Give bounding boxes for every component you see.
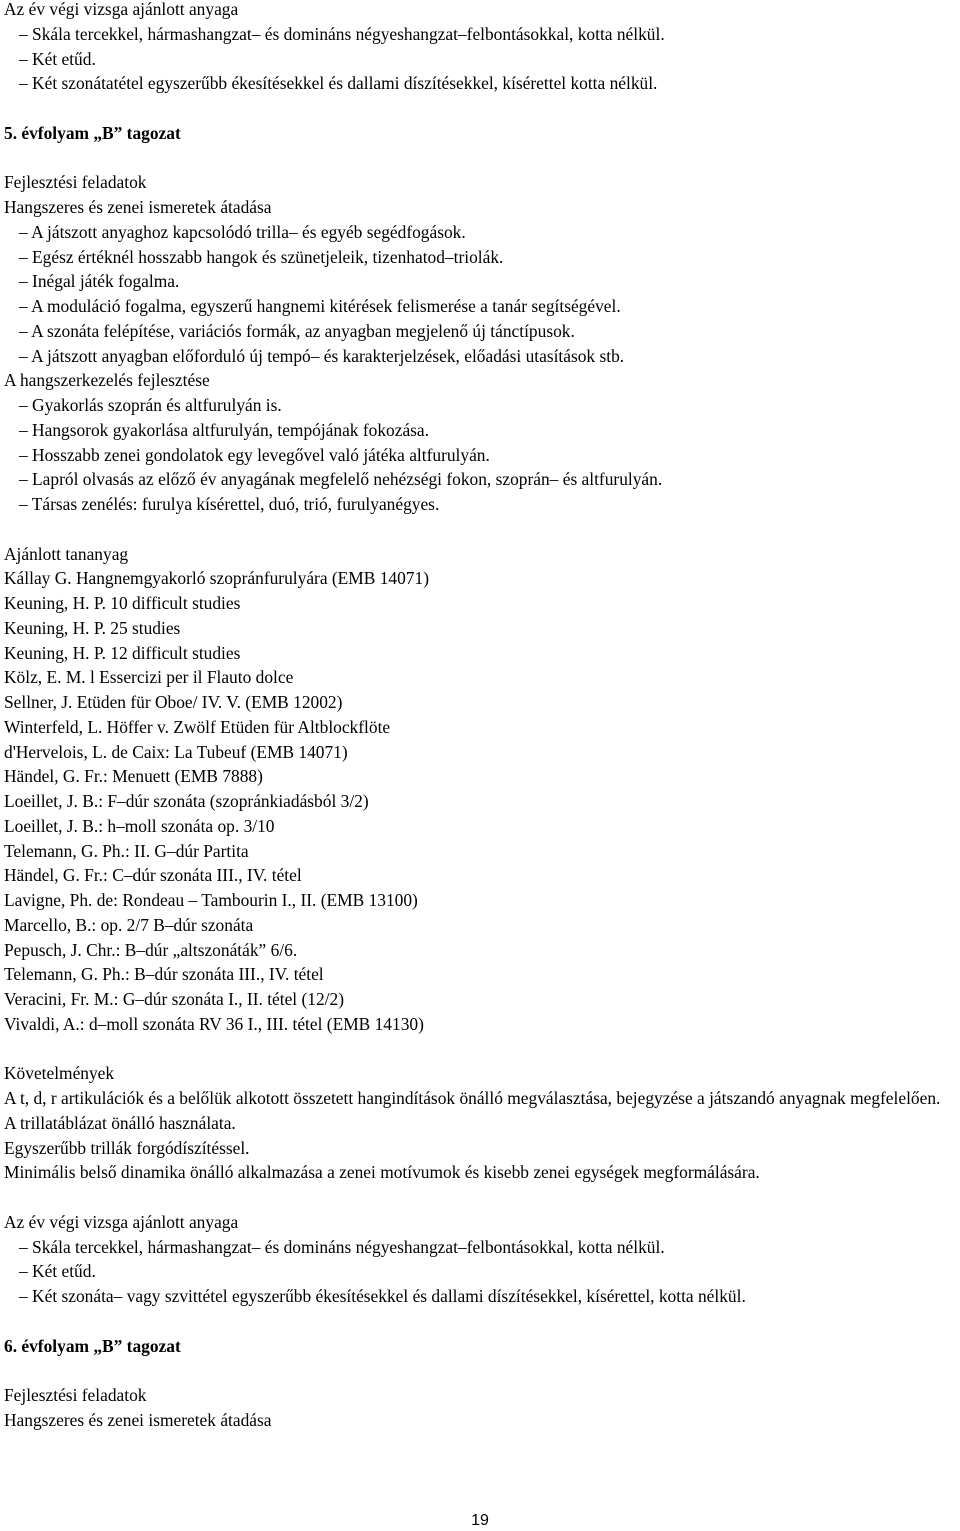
requirement-item: A trillatáblázat önálló használata.: [4, 1112, 236, 1133]
repertoire-item: Kállay G. Hangnemgyakorló szopránfurulyára (EMB 14071): [4, 568, 429, 589]
repertoire-item: d'Hervelois, L. de Caix: La Tubeuf (EMB 14071): [4, 741, 348, 762]
requirement-item: Minimális belső dinamika önálló alkalmazása a zenei motívumok és kisebb zenei egységek megformálására.: [4, 1162, 760, 1183]
instrument-item: – Hangsorok gyakorlása altfurulyán, tempójának fokozása.: [19, 419, 429, 440]
exam-item: – Két szonátatétel egyszerűbb ékesítésekkel és dallami díszítésekkel, kísérettel kotta nélkül.: [19, 73, 658, 94]
repertoire-item: Händel, G. Fr.: C–dúr szonáta III., IV. tétel: [4, 865, 302, 886]
requirement-item: A t, d, r artikulációk és a belőlük alkotott összetett hangindítások önálló megválasztása, bejegyzése a játszandó anyagnak megfelelően.: [4, 1088, 941, 1108]
instrument-heading: A hangszerkezelés fejlesztése: [4, 370, 210, 391]
knowledge-heading: Hangszeres és zenei ismeretek átadása: [4, 197, 272, 217]
knowledge-item: – A játszott anyagban előforduló új tempó– és karakterjelzések, előadási utasítások stb.: [19, 345, 625, 366]
repertoire-item: Veracini, Fr. M.: G–dúr szonáta I., II. tétel (12/2): [4, 989, 344, 1009]
requirements-heading: Követelmények: [4, 1063, 115, 1084]
grade5-title: 5. évfolyam „B” tagozat: [4, 122, 181, 143]
repertoire-item: Keuning, H. P. 10 difficult studies: [4, 593, 241, 613]
repertoire-item: Händel, G. Fr.: Menuett (EMB 7888): [4, 766, 263, 787]
repertoire-item: Telemann, G. Ph.: B–dúr szonáta III., IV. tétel: [4, 964, 324, 985]
repertoire-item: Loeillet, J. B.: F–dúr szonáta (szopránkiadásból 3/2): [4, 791, 369, 811]
repertoire-item: Kölz, E. M. l Essercizi per il Flauto dolce: [4, 667, 294, 688]
exam-heading: Az év végi vizsga ajánlott anyaga: [4, 1211, 239, 1232]
exam-item: – Két szonáta– vagy szvittétel egyszerűbb ékesítésekkel és dallami díszítésekkel, kísérettel, kotta nélkül.: [19, 1286, 746, 1306]
dev-heading: Fejlesztési feladatok: [4, 1385, 147, 1405]
repertoire-item: Pepusch, J. Chr.: B–dúr „altszonáták” 6/6.: [4, 939, 298, 960]
instrument-item: – Társas zenélés: furulya kísérettel, duó, trió, furulyanégyes.: [19, 494, 440, 514]
page-number: 19: [471, 1512, 489, 1529]
knowledge-item: – A moduláció fogalma, egyszerű hangnemi kitérések felismerése a tanár segítségével.: [19, 296, 621, 316]
knowledge-item: – A játszott anyaghoz kapcsolódó trilla– és egyéb segédfogások.: [19, 221, 466, 242]
repertoire-item: Winterfeld, L. Höffer v. Zwölf Etüden für Altblockflöte: [4, 716, 391, 737]
exam-item: – Két etűd.: [19, 1261, 96, 1282]
knowledge-item: – Egész értéknél hosszabb hangok és szünetjeleik, tizenhatod–triolák.: [19, 246, 504, 267]
repertoire-item: Telemann, G. Ph.: II. G–dúr Partita: [4, 840, 249, 861]
dev-heading: Fejlesztési feladatok: [4, 172, 147, 193]
repertoire-item: Vivaldi, A.: d–moll szonáta RV 36 I., III. tétel (EMB 14130): [4, 1013, 424, 1034]
repertoire-item: Sellner, J. Etüden für Oboe/ IV. V. (EMB 12002): [4, 692, 343, 712]
exam-item: – Skála tercekkel, hármashangzat– és domináns négyeshangzat–felbontásokkal, kotta nélkül.: [19, 1236, 665, 1257]
repertoire-item: Keuning, H. P. 25 studies: [4, 617, 181, 638]
requirement-item: Egyszerűbb trillák forgódíszítéssel.: [4, 1137, 250, 1158]
exam-heading: Az év végi vizsga ajánlott anyaga: [4, 0, 239, 19]
instrument-item: – Lapról olvasás az előző év anyagának megfelelő nehézségi fokon, szoprán– és altfurulyán.: [19, 469, 663, 490]
document-page: [4, 0, 960, 1433]
repertoire-item: Keuning, H. P. 12 difficult studies: [4, 642, 241, 663]
knowledge-item: – Inégal játék fogalma.: [19, 271, 180, 292]
instrument-item: – Hosszabb zenei gondolatok egy levegővel való játéka altfurulyán.: [19, 444, 490, 465]
exam-item: – Két etűd.: [19, 48, 96, 69]
knowledge-item: – A szonáta felépítése, variációs formák, az anyagban megjelenő új tánctípusok.: [19, 320, 575, 341]
repertoire-item: Loeillet, J. B.: h–moll szonáta op. 3/10: [4, 815, 275, 836]
repertoire-item: Lavigne, Ph. de: Rondeau – Tambourin I., II. (EMB 13100): [4, 890, 418, 910]
repertoire-heading: Ajánlott tananyag: [4, 543, 129, 564]
grade6-title: 6. évfolyam „B” tagozat: [4, 1335, 181, 1356]
instrument-item: – Gyakorlás szoprán és altfurulyán is.: [19, 395, 282, 415]
repertoire-item: Marcello, B.: op. 2/7 B–dúr szonáta: [4, 914, 254, 935]
exam-item: – Skála tercekkel, hármashangzat– és domináns négyeshangzat–felbontásokkal, kotta nélkül.: [19, 23, 665, 44]
knowledge-heading: Hangszeres és zenei ismeretek átadása: [4, 1409, 272, 1430]
